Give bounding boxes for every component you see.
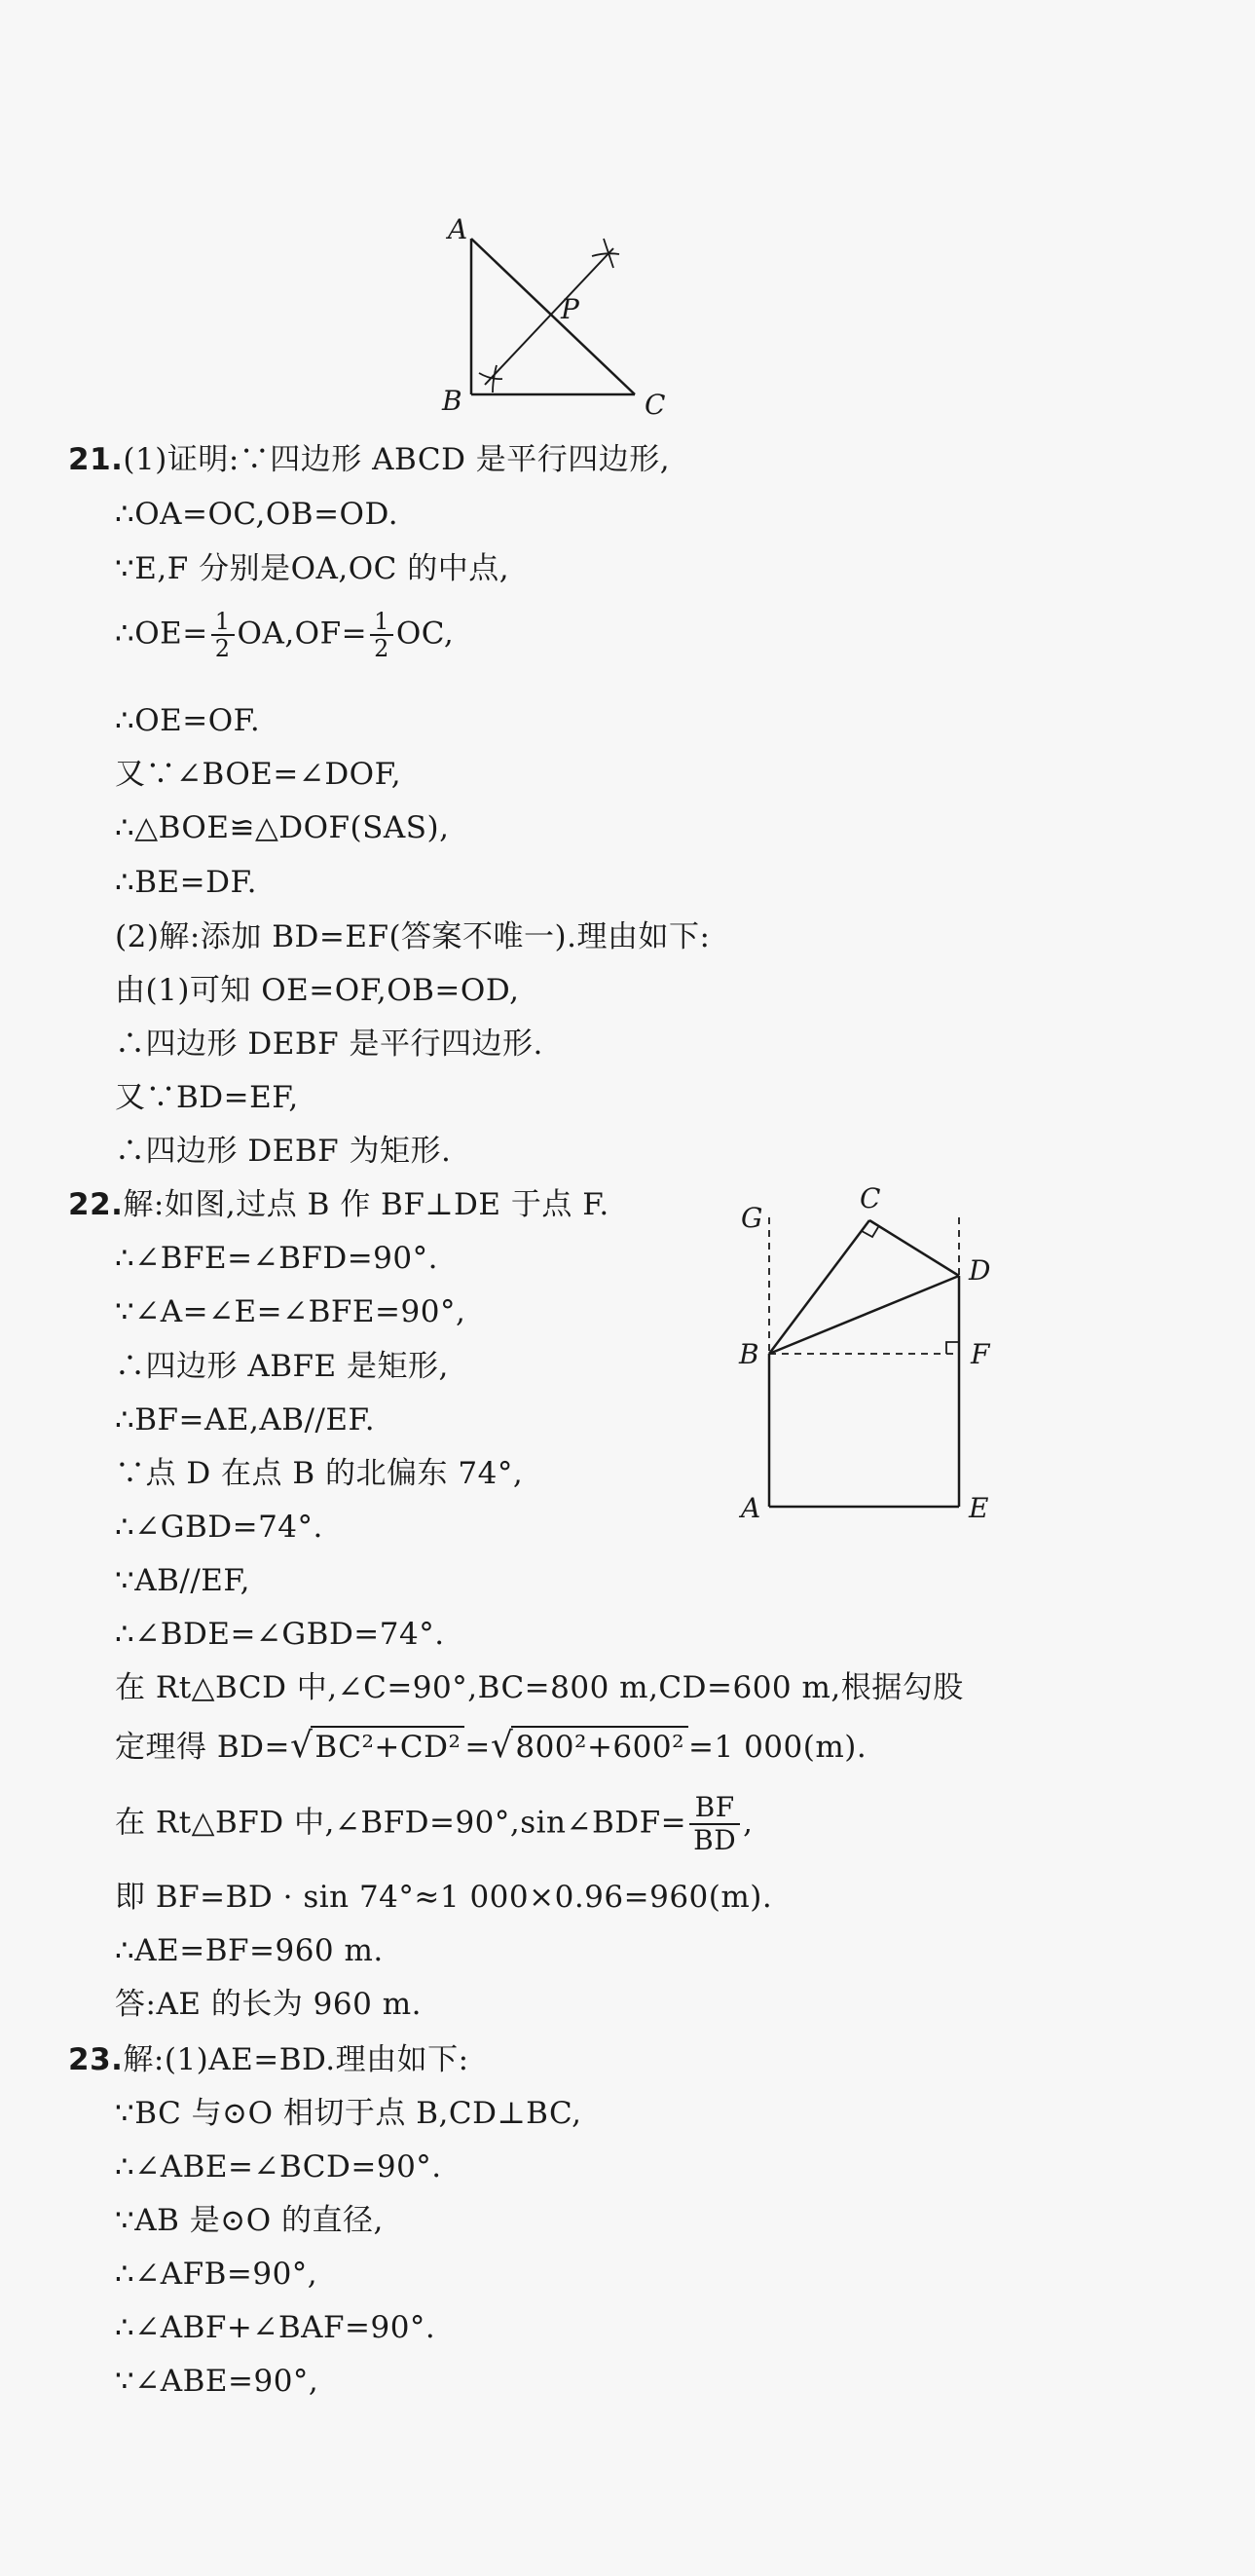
q22-line8: ∵AB//EF, [115,1563,250,1598]
q21-line6: 又∵∠BOE=∠DOF, [115,757,402,792]
q23-line2: ∵BC 与⊙O 相切于点 B,CD⊥BC, [115,2096,582,2131]
q21-line8: ∴BE=DF. [115,865,257,900]
label-D: D [969,1254,991,1287]
q23-line5: ∴∠AFB=90°, [115,2257,318,2292]
label-A: A [448,213,468,245]
q21-l4b: OA,OF= [237,616,368,652]
figure-triangle-abc [428,209,682,433]
label-P: P [561,293,579,325]
q21-line5: ∴OE=OF. [115,703,261,738]
fraction-half: $\frac{1}{2}$ [370,609,393,661]
fraction-half: $\frac{1}{2}$ [211,609,235,661]
q22-l12a: 在 Rt△BFD 中,∠BFD=90°,sin∠BDF= [115,1805,687,1841]
q22-line4: ∴四边形 ABFE 是矩形, [115,1349,449,1384]
q21-line7: ∴△BOE≌△DOF(SAS), [115,810,450,845]
q21-l4a: ∴OE= [115,616,208,652]
q22-line6: ∵点 D 在点 B 的北偏东 74°, [115,1456,524,1491]
q22-line7: ∴∠GBD=74°. [115,1510,323,1545]
q22-line13: 即 BF=BD · sin 74°≈1 000×0.96=960(m). [115,1880,773,1915]
q21-line12: 又∵BD=EF, [115,1080,299,1115]
sqrt-sign: √ [490,1726,514,1766]
q22-line1 [68,1185,609,1224]
label-C: C [860,1182,881,1214]
q22-l11b: = [464,1730,491,1765]
label-E: E [969,1492,989,1524]
fraction-bf-bd: $\frac{BF}{BD}$ [689,1792,740,1856]
q22-line10: 在 Rt△BCD 中,∠C=90°,BC=800 m,CD=600 m,根据勾股 [115,1670,964,1705]
q23-line7: ∵∠ABE=90°, [115,2364,319,2399]
label-A: A [741,1492,761,1524]
label-B: B [442,385,462,417]
label-F: F [971,1338,990,1370]
q23-line4: ∵AB 是⊙O 的直径, [115,2203,384,2238]
label-G: G [741,1202,763,1234]
q22-line12 [115,1792,754,1856]
q22-line14: ∴AE=BF=960 m. [115,1933,384,1968]
q22-number: 22. [68,1187,124,1222]
q22-line9: ∴∠BDE=∠GBD=74°. [115,1617,445,1652]
q21-line11: ∴四边形 DEBF 是平行四边形. [115,1027,543,1062]
q22-line2: ∴∠BFE=∠BFD=90°. [115,1241,438,1276]
sqrt-800-600: 800²+600² [511,1726,688,1767]
label-B: B [739,1338,759,1370]
q21-line10: 由(1)可知 OE=OF,OB=OD, [115,973,520,1008]
q23-number: 23. [68,2042,124,2077]
q22-l11a: 定理得 BD= [115,1730,290,1765]
q21-text1: (1)证明:∵四边形 ABCD 是平行四边形, [123,442,671,477]
q21-l4c: OC, [395,616,455,652]
q21-line9: (2)解:添加 BD=EF(答案不唯一).理由如下: [115,919,711,954]
q23-line3: ∴∠ABE=∠BCD=90°. [115,2149,442,2184]
q22-line15: 答:AE 的长为 960 m. [115,1987,422,2022]
q21-line4 [115,609,454,661]
label-C: C [645,389,666,421]
q22-l12b: , [743,1805,754,1841]
q22-text1: 解:如图,过点 B 作 BF⊥DE 于点 F. [123,1187,609,1222]
q22-l11c: =1 000(m). [688,1730,867,1765]
sqrt-bc-cd: BC²+CD² [311,1726,464,1767]
q21-line2: ∴OA=OC,OB=OD. [115,497,399,532]
q21-line1 [68,440,670,479]
figure-rectangle-abfe [725,1178,1017,1529]
q21-number: 21. [68,442,124,477]
q22-line11 [115,1726,867,1767]
q21-line3: ∵E,F 分别是OA,OC 的中点, [115,551,510,586]
q23-text1: 解:(1)AE=BD.理由如下: [123,2042,469,2077]
q23-line1 [68,2040,469,2079]
q21-line13: ∴四边形 DEBF 为矩形. [115,1134,452,1169]
sqrt-sign: √ [289,1726,314,1766]
q23-line6: ∴∠ABF+∠BAF=90°. [115,2310,436,2345]
q22-line3: ∵∠A=∠E=∠BFE=90°, [115,1294,466,1329]
q22-line5: ∴BF=AE,AB//EF. [115,1402,376,1437]
